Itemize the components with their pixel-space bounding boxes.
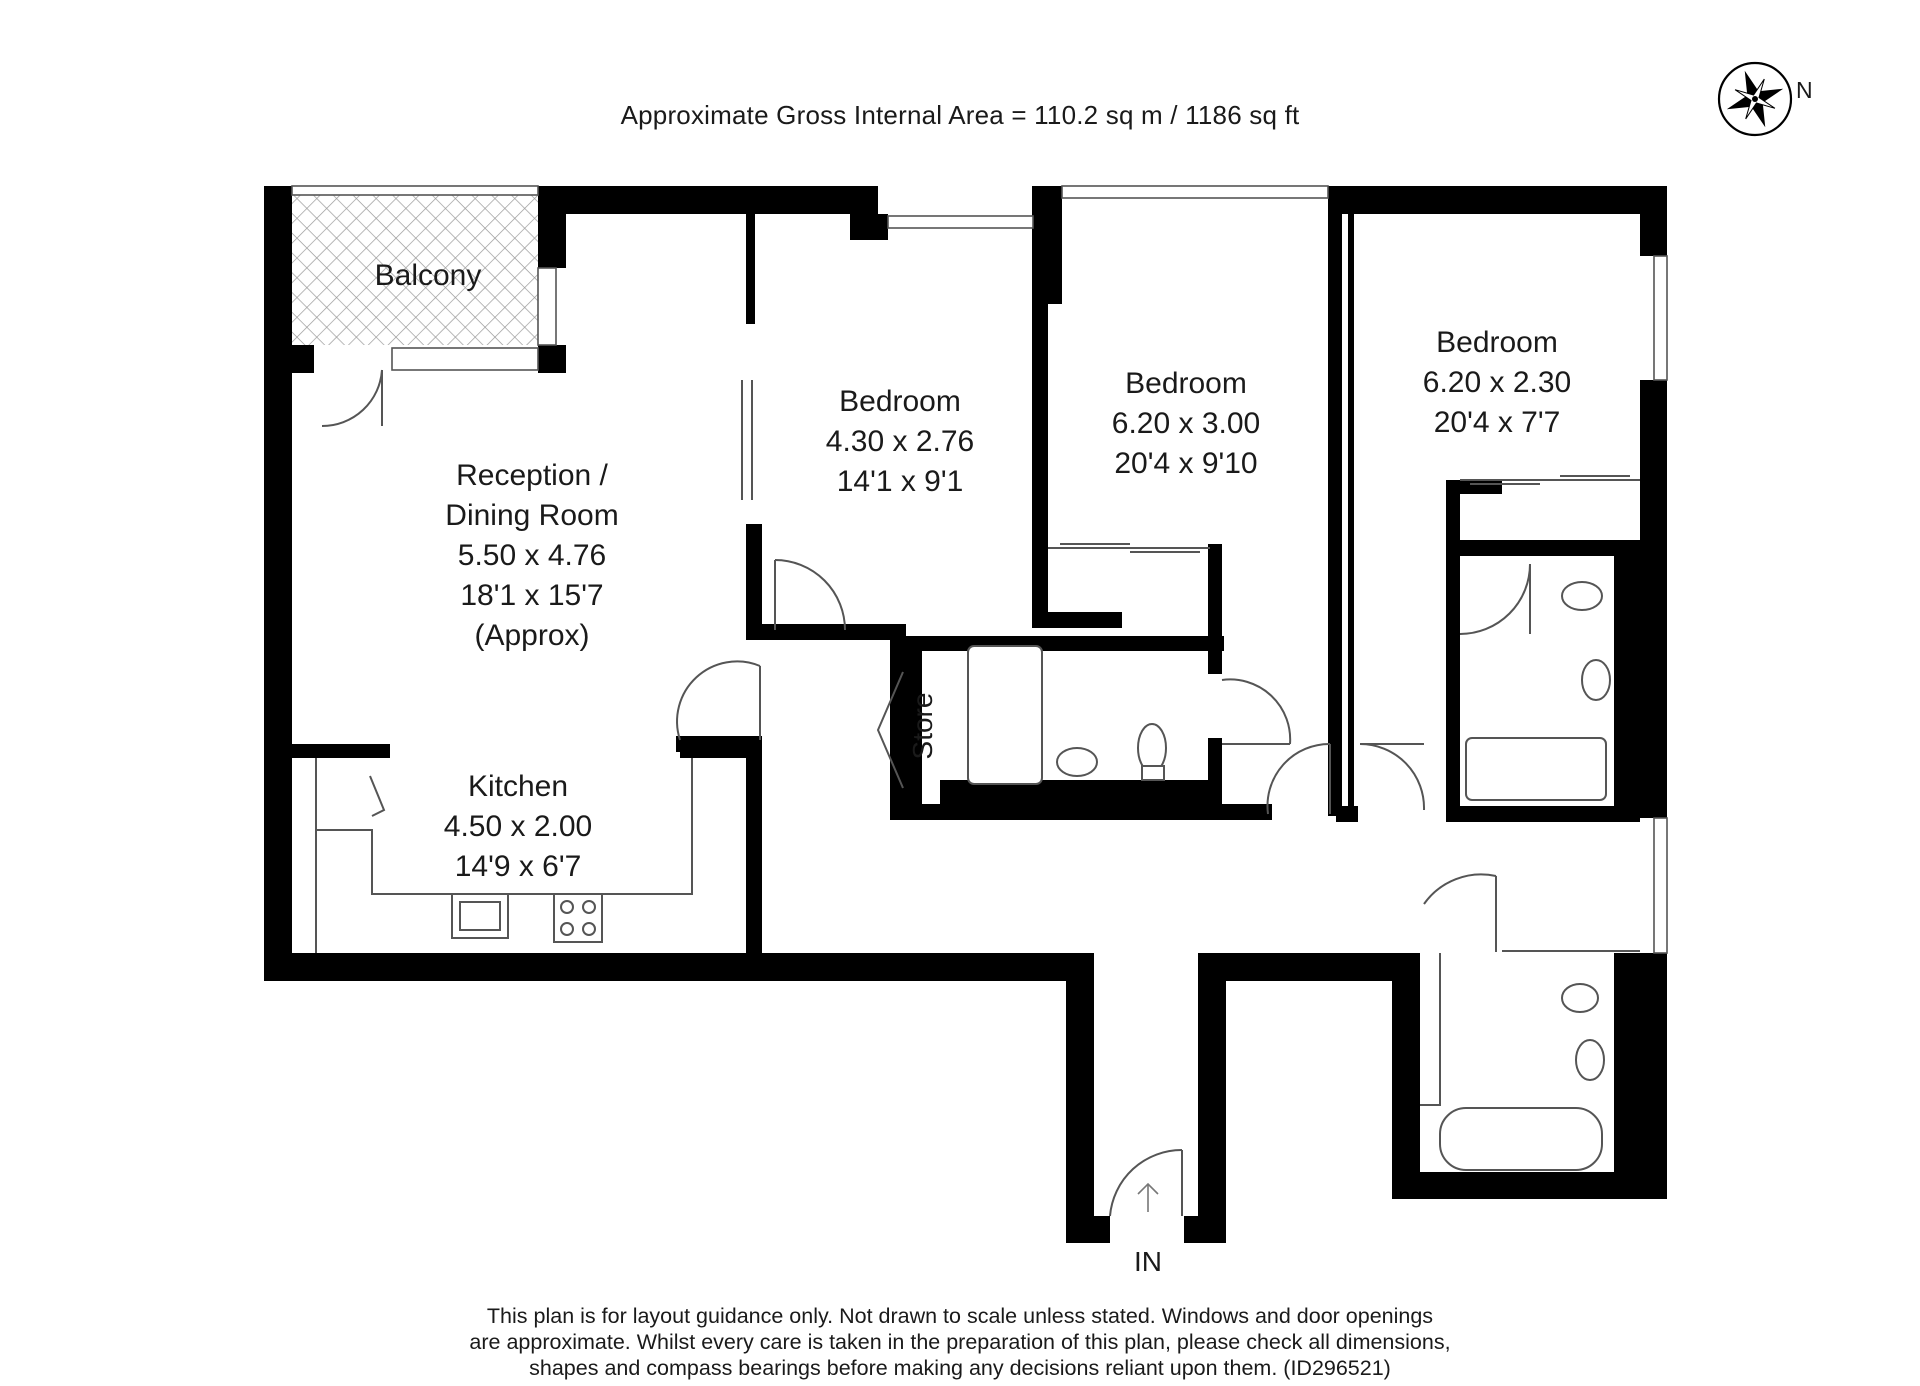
disclaimer-line-1: This plan is for layout guidance only. Not drawn to scale unless stated. Windows and door openings [486, 1304, 1434, 1328]
reception-line1: Reception / [456, 459, 608, 492]
reception-note: (Approx) [474, 619, 590, 652]
bedroom3-metric: 6.20 x 2.30 [1422, 366, 1572, 399]
kitchen-metric: 4.50 x 2.00 [443, 810, 593, 843]
reception-label [445, 459, 618, 652]
entrance-label: IN [1134, 1246, 1162, 1277]
bedroom2-name: Bedroom [1125, 367, 1247, 400]
bedroom1-name: Bedroom [839, 385, 961, 418]
compass-rose-icon [1717, 61, 1794, 138]
store-label: Store [907, 692, 938, 760]
kitchen-name: Kitchen [467, 770, 569, 803]
disclaimer [0, 1303, 1920, 1381]
compass-north-label: N [1796, 77, 1813, 103]
balcony-label: Balcony [374, 259, 482, 292]
bedroom2-imperial: 20'4 x 9'10 [1114, 447, 1258, 480]
disclaimer-line-2: are approximate. Whilst every care is taken in the preparation of this plan, please check all dimensions, [469, 1330, 1451, 1354]
bedroom1-label [826, 385, 974, 498]
bedroom1-metric: 4.30 x 2.76 [825, 425, 975, 458]
kitchen-appliances [452, 894, 602, 942]
kitchen-label [444, 770, 592, 883]
bedroom2-label [1112, 367, 1260, 480]
kitchen-imperial: 14'9 x 6'7 [454, 850, 582, 883]
sanitary-fixtures [968, 582, 1610, 1170]
reception-line2: Dining Room [445, 499, 619, 532]
bedroom2-metric: 6.20 x 3.00 [1111, 407, 1261, 440]
bedroom3-imperial: 20'4 x 7'7 [1433, 406, 1561, 439]
bedroom3-label [1423, 326, 1571, 439]
reception-imperial: 18'1 x 15'7 [460, 579, 604, 612]
disclaimer-line-3: shapes and compass bearings before making any decisions reliant upon them. (ID296521) [529, 1356, 1391, 1380]
gross-internal-area-text: Approximate Gross Internal Area = 110.2 sq m / 1186 sq ft [620, 100, 1300, 130]
bedroom1-imperial: 14'1 x 9'1 [836, 465, 964, 498]
reception-metric: 5.50 x 4.76 [457, 539, 607, 572]
entrance-arrow-icon [1138, 1184, 1158, 1212]
hob-icon [554, 894, 602, 942]
bedroom3-name: Bedroom [1436, 326, 1558, 359]
